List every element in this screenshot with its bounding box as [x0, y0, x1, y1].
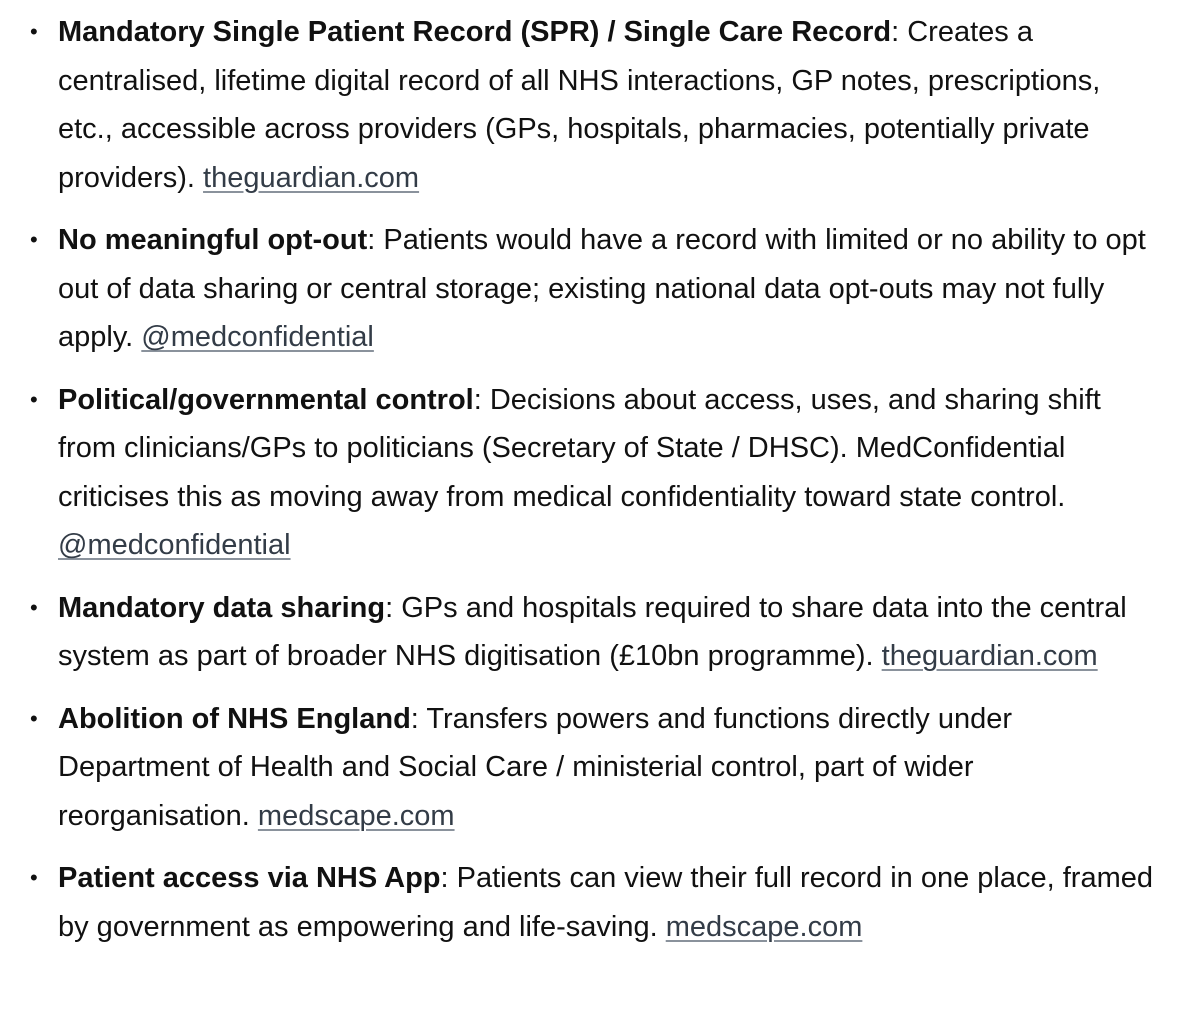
list-item	[28, 695, 1160, 841]
bullet-icon: •	[30, 705, 38, 731]
bullet-icon: •	[30, 386, 38, 412]
source-link[interactable]: medscape.com	[257, 799, 455, 832]
item-body: : Decisions about access, uses, and sharing shift from clinicians/GPs to politicians (Secretary of State / DHSC). MedConfidential criticises this as moving away from medical confidentiality toward state control.	[58, 383, 1101, 513]
source-link[interactable]: medscape.com	[665, 910, 863, 943]
source-link[interactable]: theguardian.com	[203, 161, 420, 194]
item-body: : Creates a centralised, lifetime digital record of all NHS interactions, GP notes, prescriptions, etc., accessible across providers (GPs, hospitals, pharmacies, potentially private providers).	[58, 16, 1101, 194]
source-link[interactable]: @medconfidential	[58, 529, 291, 561]
bullet-icon: •	[30, 594, 38, 620]
item-body: : GPs and hospitals required to share data into the central system as part of broader NHS digitisation (£10bn programme).	[58, 591, 1127, 672]
item-heading: Mandatory Single Patient Record (SPR) / Single Care Record	[58, 16, 892, 48]
bullet-icon: •	[30, 865, 38, 890]
item-heading: Mandatory data sharing	[58, 591, 386, 624]
bullet-list	[28, 8, 1160, 951]
list-item	[28, 376, 1160, 570]
item-body: : Patients can view their full record in one place, framed by government as empowering and life-saving.	[58, 862, 1153, 943]
item-heading: Abolition of NHS England	[58, 702, 411, 735]
list-item	[28, 8, 1160, 202]
bullet-icon: •	[30, 227, 38, 252]
list-item	[28, 854, 1160, 951]
source-link[interactable]: theguardian.com	[881, 640, 1098, 672]
item-heading: Political/governmental control	[58, 383, 474, 416]
item-heading: Patient access via NHS App	[58, 862, 441, 894]
list-item	[28, 584, 1160, 681]
item-body: : Transfers powers and functions directly under Department of Health and Social Care / ministerial control, part of wider reorganisation.	[58, 702, 1013, 832]
bullet-icon: •	[30, 19, 38, 44]
list-item	[28, 216, 1160, 362]
item-body: : Patients would have a record with limited or no ability to opt out of data sharing or central storage; existing national data opt-outs may not fully apply.	[58, 224, 1146, 353]
item-heading: No meaningful opt-out	[58, 224, 368, 256]
source-link[interactable]: @medconfidential	[141, 321, 374, 353]
